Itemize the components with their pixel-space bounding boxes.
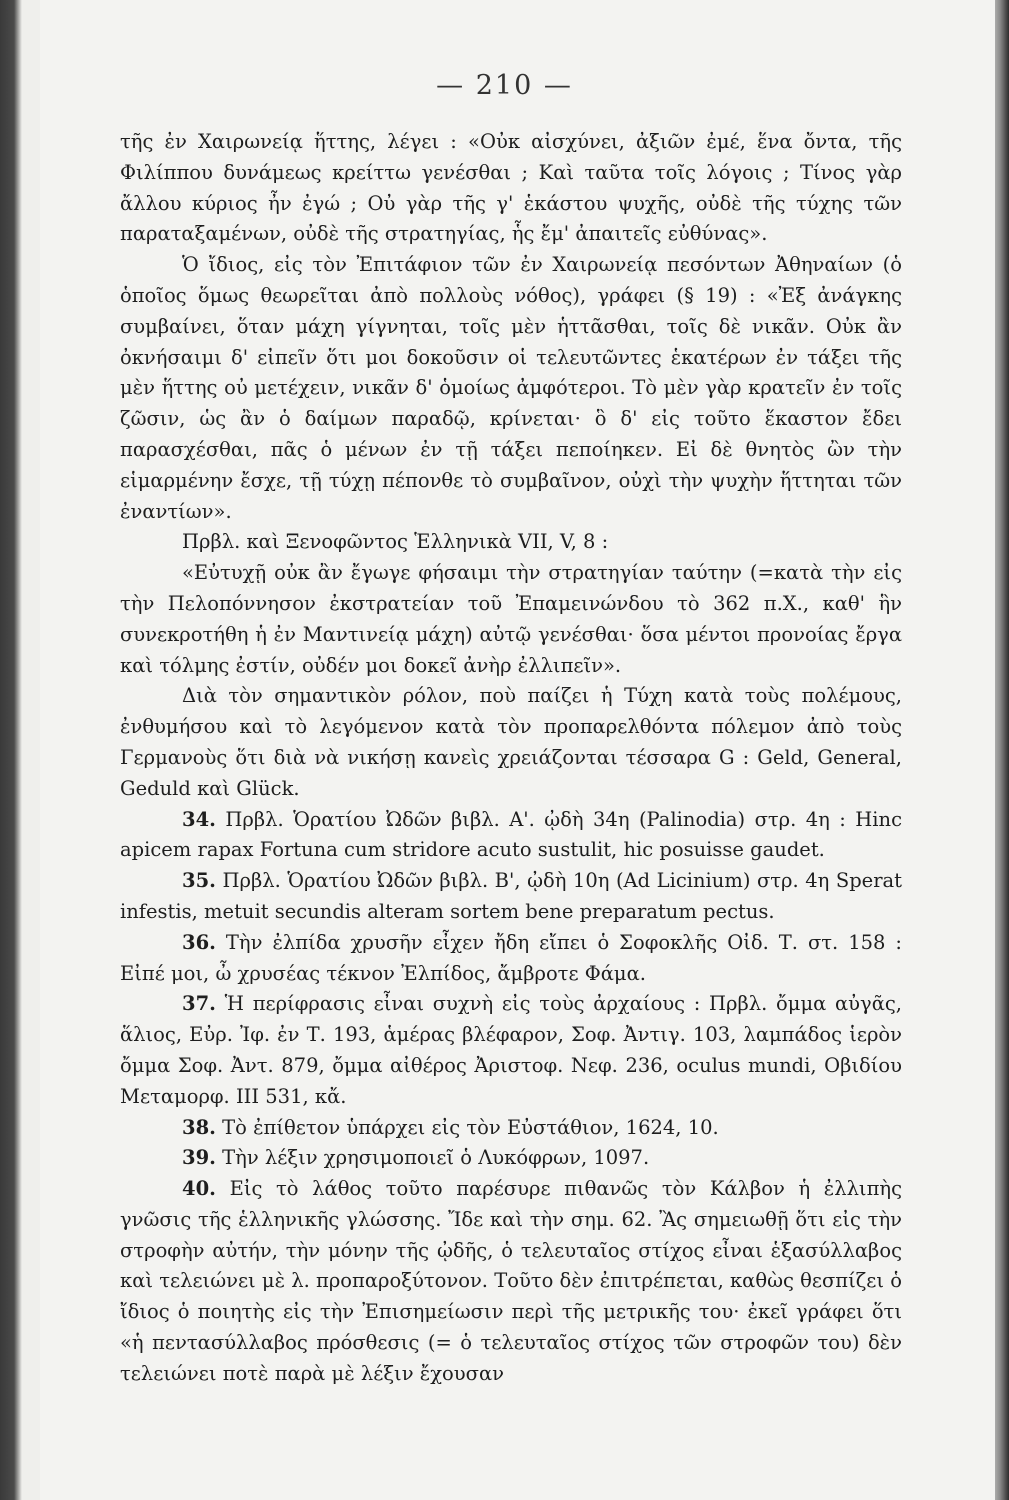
note-34 [120, 805, 902, 867]
note-35 [120, 866, 902, 928]
note-number: 36. [182, 930, 216, 954]
note-text: Εἰς τὸ λάθος τοῦτο παρέσυρε πιθανῶς τὸν Κάλβον ἡ ἐλλιπὴς γνῶσις τῆς ἑλληνικῆς γλώσσης. Ἴδε καὶ τὴν σημ. 62. Ἂς σημειωθῇ ὅτι εἰς τὴν στροφὴν αὐτήν, τὴν μόνην τῆς ᾠδῆς, ὁ τελευταῖος στίχος εἶναι ἑξασύλλαβος καὶ τελειώνει μὲ λ. προπαροξύτονον. Τοῦτο δὲν ἐπιτρέπεται, καθὼς θεσπίζει ὁ ἴδιος ὁ ποιητὴς εἰς τὴν Ἐπισημείωσιν περὶ τῆς μετρικῆς του· ἐκεῖ γράφει ὅτι «ἡ πεντασύλλαβος πρόσθεσις (= ὁ τελευταῖος στίχος τῶν στροφῶν του) δὲν τελειώνει ποτὲ παρὰ μὲ λέξιν ἔχουσαν [120, 1177, 903, 1385]
note-number: 39. [182, 1146, 216, 1170]
note-number: 37. [182, 992, 216, 1016]
note-text: Τὸ ἐπίθετον ὑπάρχει εἰς τὸν Εὐστάθιον, 1624, 10. [222, 1115, 719, 1139]
note-36 [120, 928, 902, 990]
note-37 [120, 989, 902, 1112]
note-number: 35. [182, 869, 216, 893]
note-38 [120, 1113, 902, 1144]
note-text: Τὴν λέξιν χρησιμοποιεῖ ὁ Λυκόφρων, 1097. [222, 1146, 650, 1170]
note-number: 34. [182, 807, 216, 831]
note-40 [120, 1174, 902, 1390]
paragraph-3: Πρβλ. καὶ Ξενοφῶντος Ἑλληνικὰ VII, V, 8 : [182, 530, 609, 554]
page-text [120, 127, 902, 1390]
note-text: Πρβλ. Ὁρατίου Ὠδῶν βιβλ. Β', ᾠδὴ 10η (Ad Licinium) στρ. 4η Sperat infestis, metuit secundis alteram sortem bene preparatum pectus. [120, 869, 902, 923]
paragraph-1: τῆς ἐν Χαιρωνείᾳ ἥττης, λέγει : «Οὐκ αἰσχύνει, ἀξιῶν ἐμέ, ἕνα ὄντα, τῆς Φιλίππου δυνάμεως κρείττω γενέσθαι ; Καὶ ταῦτα τοῖς λόγοις ; Τίνος γὰρ ἄλλου κύριος ἦν ἐγώ ; Οὐ γὰρ τῆς γ' ἑκάστου ψυχῆς, οὐδὲ τῆς τύχης τῶν παραταξαμένων, οὐδὲ τῆς στρατηγίας, ἧς ἔμ' ἀπαιτεῖς εὐθύνας». [120, 130, 902, 246]
note-text: Ἡ περίφρασις εἶναι συχνὴ εἰς τοὺς ἀρχαίους : Πρβλ. ὄμμα αὐγᾶς, ἅλιος, Εὐρ. Ἰφ. ἐν Τ. 193, ἁμέρας βλέφαρον, Σοφ. Ἀντιγ. 103, λαμπάδος ἱερὸν ὄμμα Σοφ. Ἀντ. 879, ὄμμα αἰθέρος Ἀριστοφ. Νεφ. 236, oculus mundi, Οβιδίου Μεταμορφ. ΙΙΙ 531, κἄ. [120, 992, 902, 1108]
note-number: 38. [182, 1115, 216, 1139]
note-39 [120, 1143, 902, 1174]
note-text: Πρβλ. Ὁρατίου Ὠδῶν βιβλ. Α'. ᾠδὴ 34η (Palinodia) στρ. 4η : Hinc apicem rapax Fortuna cum stridore acuto sustulit, hic posuisse gaudet. [120, 807, 903, 862]
paragraph-2: Ὁ ἴδιος, εἰς τὸν Ἐπιτάφιον τῶν ἐν Χαιρωνείᾳ πεσόντων Ἀθηναίων (ὁ ὁποῖος ὅμως θεωρεῖται ἀπὸ πολλοὺς νόθος), γράφει (§ 19) : «Ἐξ ἀνάγκης συμβαίνει, ὅταν μάχη γίγνηται, τοῖς μὲν ἡττᾶσθαι, τοῖς δὲ νικᾶν. Οὐκ ἂν ὀκνήσαιμι δ' εἰπεῖν ὅτι μοι δοκοῦσιν οἱ τελευτῶντες ἑκατέρων ἐν τάξει τῆς μὲν ἥττης οὐ μετέχειν, νικᾶν δ' ὁμοίως ἀμφότεροι. Τὸ μὲν γὰρ κρατεῖν ἐν τοῖς ζῶσιν, ὡς ἂν ὁ δαίμων παραδῷ, κρίνεται· ὃ δ' εἰς τοῦτο ἕκαστον ἔδει παρασχέσθαι, πᾶς ὁ μένων ἐν τῇ τάξει πεποίηκεν. Εἰ δὲ θνητὸς ὢν τὴν εἱμαρμένην ἔσχε, τῇ τύχῃ πέπονθε τὸ συμβαῖνον, οὐχὶ τὴν ψυχὴν ἥττηται τῶν ἐναντίων». [120, 253, 902, 523]
note-text: Τὴν ἐλπίδα χρυσῆν εἶχεν ἤδη εἴπει ὁ Σοφοκλῆς Οἰδ. Τ. στ. 158 : Εἰπέ μοι, ὦ χρυσέας τέκνον Ἐλπίδος, ἄμβροτε Φάμα. [120, 930, 902, 985]
page-number: — 210 — [436, 70, 573, 101]
paragraph-5: Διὰ τὸν σημαντικὸν ρόλον, ποὺ παίζει ἡ Τύχη κατὰ τοὺς πολέμους, ἐνθυμήσου καὶ τὸ λεγόμενον κατὰ τὸν προπαρελθόντα πόλεμον ἀπὸ τοὺς Γερμανοὺς ὅτι διὰ νὰ νικήσῃ κανεὶς χρειάζονται τέσσαρα G : Geld, General, Geduld καὶ Glück. [120, 684, 902, 800]
paragraph-4-quote: «Εὐτυχῇ οὐκ ἂν ἔγωγε φήσαιμι τὴν στρατηγίαν ταύτην (=κατὰ τὴν εἰς τὴν Πελοπόννησον ἐκστρατείαν τοῦ Ἐπαμεινώνδου τὸ 362 π.Χ., καθ' ἣν συνεκροτήθη ἡ ἐν Μαντινείᾳ μάχη) αὐτῷ γενέσθαι· ὅσα μέντοι προνοίας ἔργα καὶ τόλμης ἐστίν, οὐδέν μοι δοκεῖ ἀνὴρ ἐλλιπεῖν». [120, 561, 902, 677]
note-number: 40. [182, 1177, 216, 1201]
